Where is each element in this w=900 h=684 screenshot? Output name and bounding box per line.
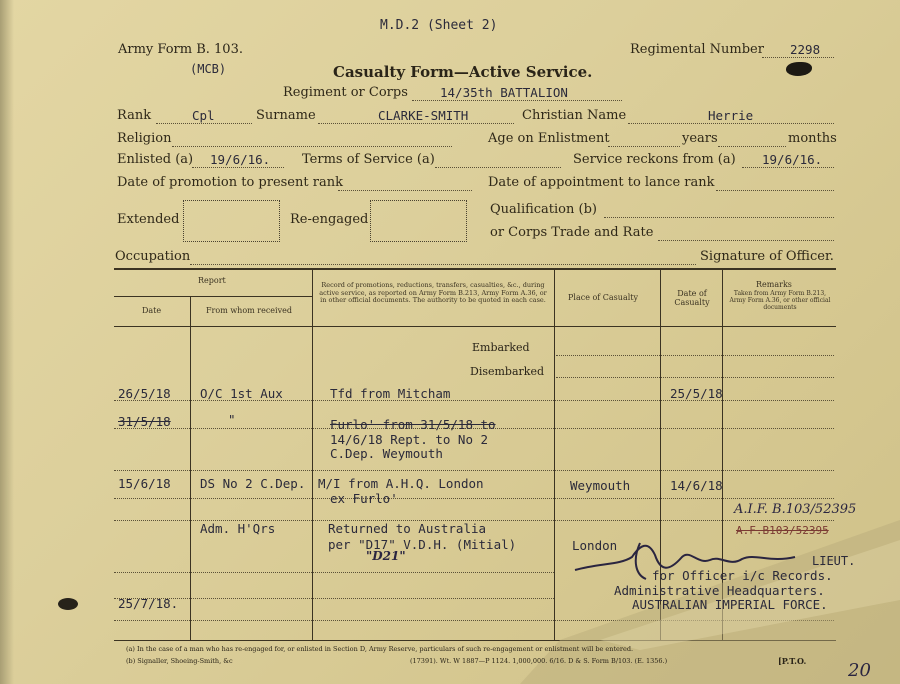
print-reference: (17391). Wt. W 1887—P 1124. 1,000,000. 6/16. D & S. Form B/103. (E. 1356.) xyxy=(410,657,668,665)
row2-record-line1: Furlo' from 31/5/18 to xyxy=(330,417,496,432)
terms-line xyxy=(435,167,561,168)
row3-date: 15/6/18 xyxy=(118,476,171,491)
enlisted-value: 19/6/16. xyxy=(210,152,271,167)
christian-name-line xyxy=(628,123,834,124)
row5-date: 25/7/18. xyxy=(118,596,179,611)
lance-rank-label: Date of appointment to lance rank xyxy=(488,175,715,190)
row3-record-line2: ex Furlo' xyxy=(330,491,398,506)
promotion-line xyxy=(338,190,472,191)
page-shadow-edge xyxy=(0,0,14,684)
remarks-header: Remarks xyxy=(756,280,792,289)
row4-from: Adm. H'Qrs xyxy=(200,521,276,536)
row-guide-disembarked xyxy=(556,377,834,378)
months-label: months xyxy=(788,131,837,146)
col-line-2 xyxy=(312,268,313,640)
date-casualty-header: Date of Casualty xyxy=(674,289,710,307)
row-guide-3 xyxy=(114,470,834,471)
row4-record-line1: Returned to Australia xyxy=(328,521,487,536)
corps-trade-line xyxy=(658,240,834,241)
remarks-reference-handwritten: A.I.F. B.103/52395 xyxy=(734,502,857,517)
row3-record-line1: M/I from A.H.Q. London xyxy=(318,476,484,491)
stamp-lieut: LIEUT. xyxy=(812,554,856,568)
from-whom-header: From whom received xyxy=(206,306,292,315)
promotion-label: Date of promotion to present rank xyxy=(117,175,343,190)
age-label: Age on Enlistment xyxy=(488,131,610,146)
extended-label: Extended xyxy=(117,212,180,227)
row3-place: Weymouth xyxy=(570,478,631,493)
row-guide-8 xyxy=(114,620,834,621)
record-header: Record of promotions, reductions, transfers, casualties, &c., during active service, as reported on Army Form B.213, Army Form A.36, or in other official documents. The authority to be quoted in each case. xyxy=(319,281,547,304)
enlisted-line xyxy=(192,167,284,168)
age-years-line xyxy=(608,146,680,147)
row4-record-line2: per "D17" V.D.H. (Mitial) xyxy=(328,537,517,552)
regimental-number-label: Regimental Number xyxy=(630,42,764,57)
page-mark-handwritten: 20 xyxy=(848,660,871,681)
stamp-line-1: for Officer i/c Records. xyxy=(652,568,833,583)
row2-date: 31/5/18 xyxy=(118,414,171,429)
embarked-label: Embarked xyxy=(472,341,530,354)
punch-hole-mark xyxy=(58,598,78,610)
row-guide-embarked xyxy=(556,355,834,356)
terms-label: Terms of Service (a) xyxy=(302,152,435,167)
col-line-1 xyxy=(190,296,191,640)
footnote-b: (b) Signaller, Shoeing-Smith, &c xyxy=(126,657,233,665)
rank-line xyxy=(156,123,252,124)
surname-value: CLARKE-SMITH xyxy=(378,108,469,123)
regiment-label: Regiment or Corps xyxy=(283,85,408,100)
regiment-value: 14/35th BATTALION xyxy=(440,85,568,100)
regimental-number-value: 2298 xyxy=(790,42,821,57)
row-guide-6 xyxy=(114,572,554,573)
row1-date: 26/5/18 xyxy=(118,386,171,401)
footnote-a: (a) In the case of a man who has re-engaged for, or enlisted in Section D, Army Reserve, particulars of such re-engagement or enlistment will be entered. xyxy=(126,645,634,653)
reengaged-label: Re-engaged xyxy=(290,212,369,227)
col-line-3 xyxy=(554,268,555,640)
form-title: Casualty Form—Active Service. xyxy=(333,63,593,81)
regimental-number-line xyxy=(762,57,834,58)
row4-vessel-handwritten: "D21" xyxy=(366,549,406,563)
service-reckons-value: 19/6/16. xyxy=(762,152,823,167)
service-reckons-line xyxy=(742,167,834,168)
row-guide-4 xyxy=(114,498,834,499)
christian-name-value: Herrie xyxy=(708,108,754,123)
pto-label: [P.T.O. xyxy=(778,656,807,666)
stamp-line-3: AUSTRALIAN IMPERIAL FORCE. xyxy=(632,597,828,612)
date-header: Date xyxy=(142,306,162,315)
row1-record: Tfd from Mitcham xyxy=(330,386,451,401)
regiment-line xyxy=(412,100,622,101)
remarks-subheader: Taken from Army Form B.213, Army Form A.36, or other official documents xyxy=(729,290,831,311)
corps-trade-label: or Corps Trade and Rate xyxy=(490,225,654,240)
report-header: Report xyxy=(198,276,226,285)
occupation-line xyxy=(190,264,696,265)
ink-blot xyxy=(786,62,812,76)
army-form-label: Army Form B. 103. xyxy=(118,42,243,57)
row3-date-casualty: 14/6/18 xyxy=(670,478,723,493)
lance-rank-line xyxy=(716,190,834,191)
report-split-rule xyxy=(114,296,312,297)
reengaged-box xyxy=(370,200,467,242)
extended-box xyxy=(183,200,280,242)
remarks-reference-struck: A.F.B103/52395 xyxy=(736,524,829,537)
table-header-rule xyxy=(114,326,836,327)
disembarked-label: Disembarked xyxy=(470,365,544,378)
row1-date-casualty: 25/5/18 xyxy=(670,386,723,401)
religion-label: Religion xyxy=(117,131,172,146)
table-top-rule xyxy=(114,268,836,270)
rank-value: Cpl xyxy=(192,108,215,123)
row4-place: London xyxy=(572,538,618,553)
enlisted-label: Enlisted (a) xyxy=(117,152,194,167)
row2-from: " xyxy=(228,412,236,427)
years-label: years xyxy=(682,131,718,146)
form-reference: M.D.2 (Sheet 2) xyxy=(380,18,498,33)
qualification-line xyxy=(604,217,834,218)
row1-from: O/C 1st Aux xyxy=(200,386,283,401)
row3-from: DS No 2 C.Dep. xyxy=(200,476,306,491)
mcb-label: (MCB) xyxy=(190,62,227,76)
age-months-line xyxy=(718,146,786,147)
surname-label: Surname xyxy=(256,108,316,123)
signature-label: Signature of Officer. xyxy=(700,249,834,264)
surname-line xyxy=(318,123,514,124)
row2-record-line3: C.Dep. Weymouth xyxy=(330,446,443,461)
service-reckons-label: Service reckons from (a) xyxy=(573,152,736,167)
rank-label: Rank xyxy=(117,108,152,123)
christian-name-label: Christian Name xyxy=(522,108,627,123)
table-bottom-rule xyxy=(114,640,836,641)
occupation-label: Occupation xyxy=(115,249,191,264)
stamp-line-2: Administrative Headquarters. xyxy=(614,583,825,598)
row2-record-line2: 14/6/18 Rept. to No 2 xyxy=(330,432,489,447)
row-guide-7 xyxy=(114,598,554,599)
religion-line xyxy=(172,146,452,147)
place-casualty-header: Place of Casualty xyxy=(568,293,638,302)
qualification-label: Qualification (b) xyxy=(490,202,597,217)
